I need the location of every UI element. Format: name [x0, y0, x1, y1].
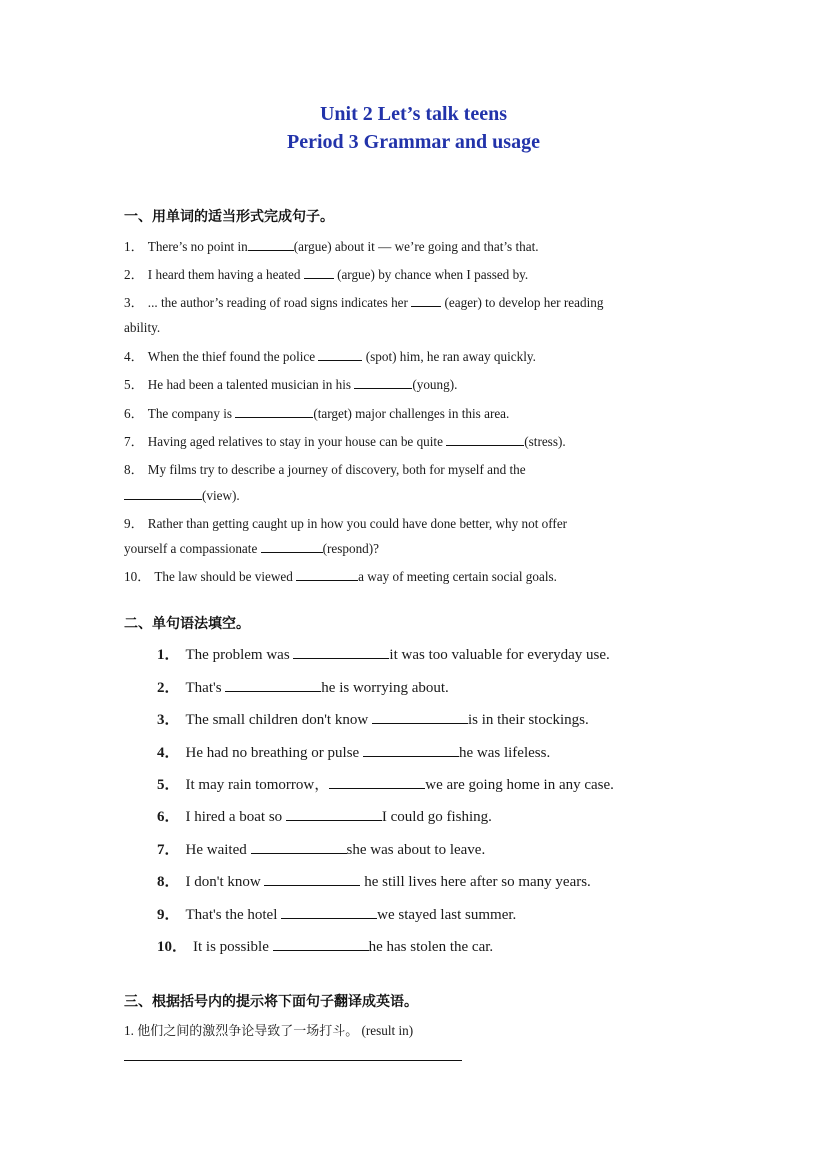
s1-item-10: 10． The law should be viewed a way of meeting certain social goals.	[124, 569, 557, 584]
blank[interactable]	[411, 294, 441, 307]
blank[interactable]	[286, 808, 382, 821]
s1-item-9-cont: yourself a compassionate (respond)?	[124, 541, 379, 556]
blank[interactable]	[264, 873, 360, 886]
s2-item-8: 8． I don't know he still lives here after so many years.	[157, 874, 591, 890]
s3-item-1: 1. 他们之间的激烈争论导致了一场打斗。 (result in)	[124, 1023, 414, 1039]
s2-item-6: 6． I hired a boat so I could go fishing.	[157, 809, 492, 825]
s2-item-7: 7． He waited she was about to leave.	[157, 842, 486, 858]
blank[interactable]	[304, 266, 334, 279]
s2-item-9: 9． That's the hotel we stayed last summer.	[157, 907, 517, 923]
blank[interactable]	[318, 348, 362, 361]
s1-item-9: 9． Rather than getting caught up in how you could have done better, why not offer	[124, 516, 568, 531]
s1-item-7: 7． Having aged relatives to stay in your house can be quite (stress).	[124, 434, 566, 449]
s1-item-2: 2． I heard them having a heated (argue) by chance when I passed by.	[124, 267, 529, 282]
blank[interactable]	[261, 540, 323, 553]
section3-heading: 三、根据括号内的提示将下面句子翻译成英语。	[124, 994, 418, 1010]
blank[interactable]	[372, 711, 468, 724]
title-unit: Unit 2 Let’s talk teens	[319, 103, 508, 125]
blank[interactable]	[296, 568, 358, 581]
s2-item-2: 2． That's he is worrying about.	[157, 680, 449, 696]
s1-item-1: 1． There’s no point in (argue) about it — we’re going and that’s that.	[124, 239, 539, 254]
blank[interactable]	[293, 646, 389, 659]
blank[interactable]	[235, 405, 313, 418]
s2-item-4: 4． He had no breathing or pulse he was lifeless.	[157, 745, 551, 761]
s1-item-6: 6． The company is (target) major challenges in this area.	[124, 406, 510, 421]
blank[interactable]	[251, 841, 347, 854]
s1-item-8-cont: (view).	[124, 487, 240, 504]
s2-item-1: 1． The problem was it was too valuable for everyday use.	[157, 647, 610, 663]
blank[interactable]	[248, 238, 294, 251]
s1-item-3: 3． ... the author’s reading of road signs indicates her (eager) to develop her reading	[124, 295, 604, 310]
blank[interactable]	[273, 938, 369, 951]
blank[interactable]	[124, 487, 202, 500]
s2-item-5: 5． It may rain tomorrow， we are going home in any case.	[157, 777, 614, 793]
blank[interactable]	[329, 776, 425, 789]
section2-heading: 二、单句语法填空。	[124, 616, 250, 632]
blank[interactable]	[363, 744, 459, 757]
s2-item-10: 10． It is possible he has stolen the car.	[157, 939, 494, 955]
blank[interactable]	[446, 433, 524, 446]
s1-item-4: 4． When the thief found the police (spot) him, he ran away quickly.	[124, 349, 536, 364]
blank[interactable]	[281, 906, 377, 919]
answer-line[interactable]	[124, 1060, 462, 1061]
s1-item-8: 8． My films try to describe a journey of discovery, both for myself and the	[124, 462, 526, 477]
s2-item-3: 3． The small children don't know is in their stockings.	[157, 712, 589, 728]
section1-heading: 一、用单词的适当形式完成句子。	[124, 209, 334, 225]
blank[interactable]	[354, 376, 412, 389]
s1-item-3-cont: ability.	[124, 320, 161, 335]
s1-item-5: 5． He had been a talented musician in his (young).	[124, 377, 458, 392]
title-period: Period 3 Grammar and usage	[287, 131, 540, 153]
blank[interactable]	[225, 679, 321, 692]
